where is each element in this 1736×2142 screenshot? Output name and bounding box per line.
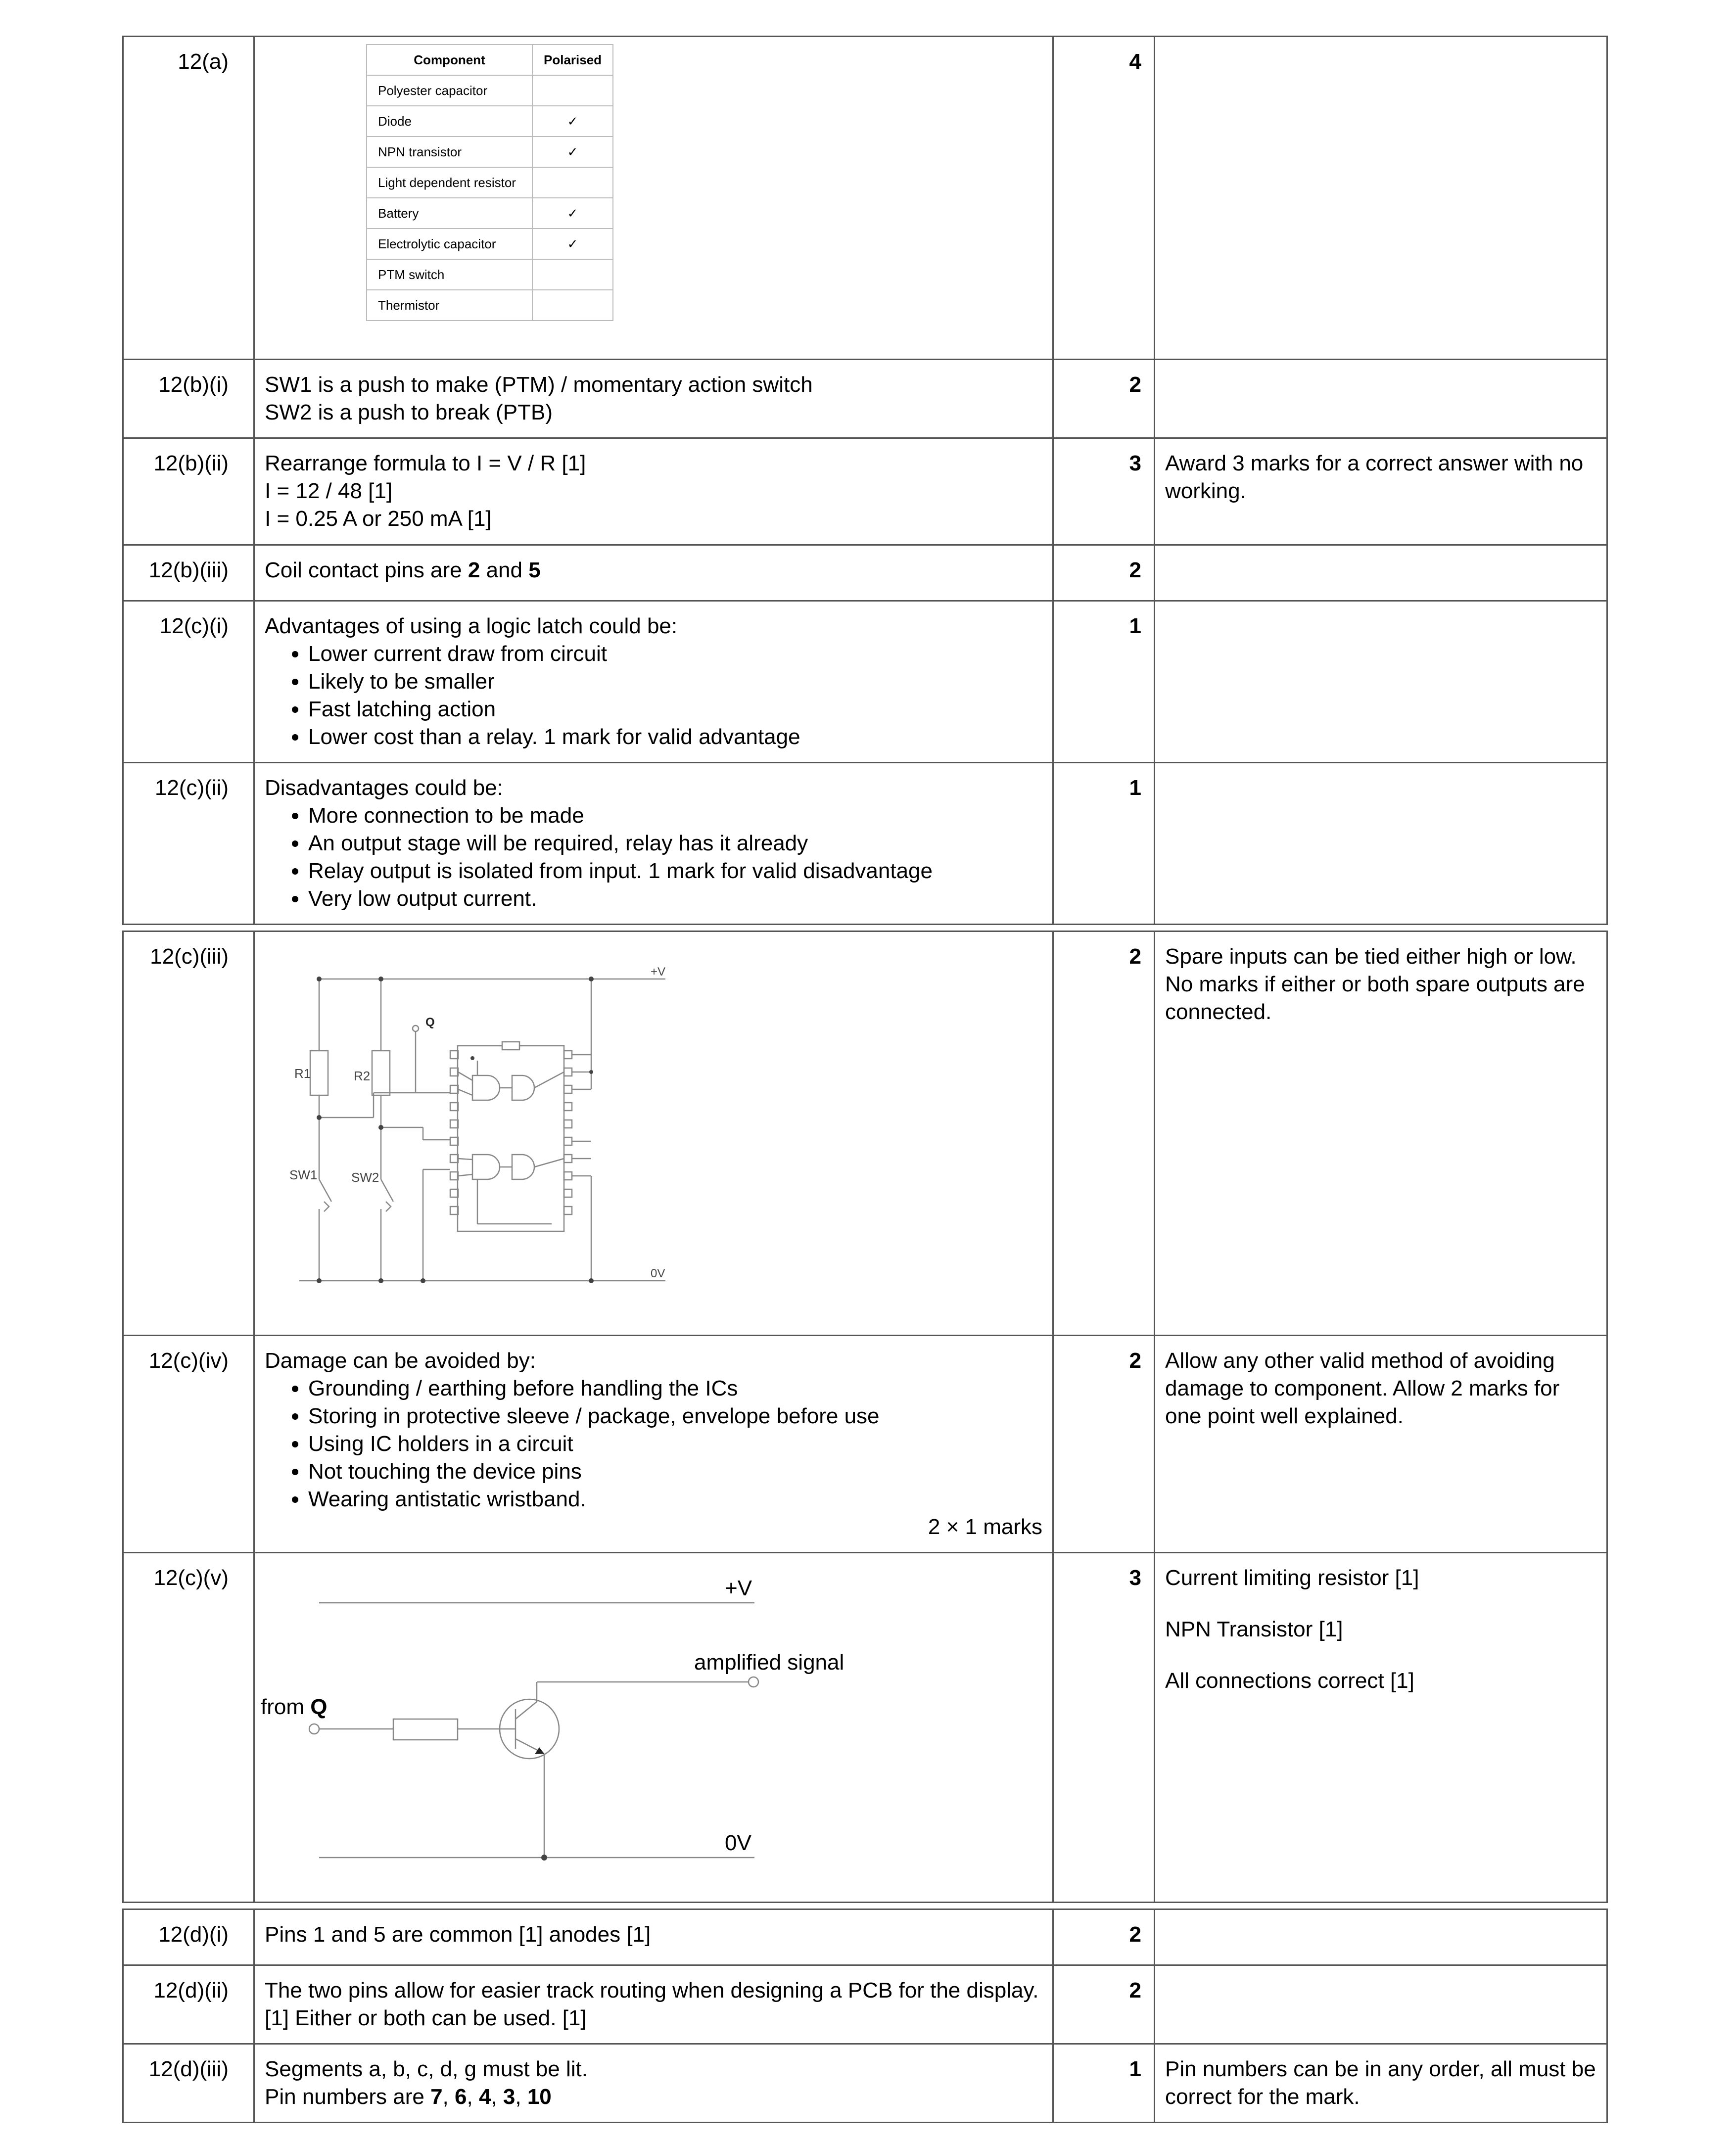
answer-text: and [480,558,529,582]
answer-line: Segments a, b, c, d, g must be lit. [265,2057,588,2081]
list-item: • An output stage will be required, relay has it already [308,830,1042,857]
output-terminal [749,1677,758,1687]
polarised-tick [532,167,613,198]
guidance-cell [1155,360,1607,438]
r1-label: R1 [294,1066,311,1081]
sw2-label: SW2 [351,1170,379,1185]
answer-cell [254,360,1053,438]
answer-text: Pins 1 and 5 are common [1] anodes [1] [254,1909,1053,1965]
guidance-cell [1155,763,1607,925]
pin-number: 5 [528,558,541,582]
component-name: PTM switch [367,259,532,290]
q-label: Q [425,1016,435,1029]
question-number: 12(c)(iv) [123,1336,254,1553]
row-12civ [123,1336,1607,1553]
component-name: Diode [367,106,532,137]
marks-note: 2 × 1 marks [928,1515,1042,1539]
component-row [367,259,613,290]
component-table [366,44,613,321]
zero-volt-label: 0V [725,1831,751,1855]
answer-intro: Disadvantages could be: [265,776,503,800]
row-12cii [123,763,1607,925]
r1-resistor [310,1051,328,1095]
from-text: from [261,1695,311,1719]
marks: 2 [1053,545,1155,601]
input-terminal [309,1724,319,1734]
pin-number: 2 [468,558,480,582]
answer-line: Rearrange formula to I = V / R [1] [265,451,586,475]
pin-number: 6 [455,2085,467,2109]
answer-intro: Damage can be avoided by: [265,1349,536,1373]
header-polarised: Polarised [532,45,613,75]
r2-label: R2 [354,1069,371,1083]
marks: 2 [1053,1336,1155,1553]
gap-cell [123,925,1607,931]
section-gap [123,925,1607,931]
list-item: • Using IC holders in a circuit [308,1430,1042,1458]
list-item: • Likely to be smaller [308,668,1042,696]
vplus-label: +V [725,1576,752,1600]
from-q-label [261,1695,327,1719]
polarised-tick [532,75,613,106]
component-row [367,198,613,229]
question-number: 12(c)(ii) [123,763,254,925]
component-row [367,290,613,321]
answer-cell [254,931,1053,1336]
pin-number: 10 [527,2085,552,2109]
answer-line: Pin numbers are 7, 6, 4, 3, 10 [265,2085,552,2109]
guidance-line: Current limiting resistor [1] [1165,1566,1419,1590]
row-12ci [123,601,1607,763]
gap-cell [123,1903,1607,1909]
component-row [367,137,613,167]
pin-number: 3 [503,2085,516,2109]
latch-circuit-diagram [255,932,1051,1328]
answer-line: SW1 is a push to make (PTM) / momentary action switch [265,373,813,397]
marks: 3 [1053,438,1155,545]
vplus-label: +V [651,965,666,978]
bullet-list [265,1375,1042,1513]
row-12cv [123,1553,1607,1903]
guidance-cell [1155,601,1607,763]
polarised-tick: ✓ [532,137,613,167]
answer-cell [254,438,1053,545]
component-table-header [367,45,613,75]
answer-intro: Advantages of using a logic latch could be: [265,614,678,638]
guidance-line: All connections correct [1] [1165,1669,1414,1693]
component-name: Battery [367,198,532,229]
answer-text: The two pins allow for easier track routing when designing a PCB for the display. [1] Either or both can be used. [1] [254,1965,1053,2044]
guidance-text: Pin numbers can be in any order, all must be correct for the mark. [1155,2044,1607,2123]
row-12a [123,37,1607,360]
question-number: 12(c)(v) [123,1553,254,1903]
list-item: • Grounding / earthing before handling the ICs [308,1375,1042,1402]
component-row [367,75,613,106]
polarised-tick: ✓ [532,229,613,259]
polarised-tick: ✓ [532,106,613,137]
list-item: • Fast latching action [308,696,1042,723]
guidance-cell [1155,1909,1607,1965]
component-name: NPN transistor [367,137,532,167]
answer-cell [254,37,1053,360]
q-text: Q [310,1695,328,1719]
marks: 1 [1053,2044,1155,2123]
question-number: 12(b)(iii) [123,545,254,601]
component-name: Thermistor [367,290,532,321]
amplified-signal-label: amplified signal [694,1650,845,1675]
zero-volt-label: 0V [651,1267,665,1280]
guidance-line: NPN Transistor [1] [1165,1617,1343,1641]
component-name: Polyester capacitor [367,75,532,106]
component-row [367,229,613,259]
row-12ciii [123,931,1607,1336]
marks: 1 [1053,601,1155,763]
sw1-label: SW1 [289,1167,318,1182]
list-item: • Lower current draw from circuit [308,640,1042,668]
answer-cell [254,545,1053,601]
answer-line: I = 12 / 48 [1] [265,479,393,503]
answer-line: I = 0.25 A or 250 mA [1] [265,507,492,531]
answer-cell [254,1336,1053,1553]
list-item: • Storing in protective sleeve / package, envelope before use [308,1402,1042,1430]
section-gap [123,1903,1607,1909]
question-number: 12(d)(iii) [123,2044,254,2123]
mark-scheme-table [122,36,1608,2123]
row-12bii [123,438,1607,545]
polarised-tick: ✓ [532,198,613,229]
answer-text: Pin numbers are [265,2085,431,2109]
polarised-tick [532,259,613,290]
question-number: 12(b)(i) [123,360,254,438]
answer-cell [254,2044,1053,2123]
answer-cell [254,763,1053,925]
q-output-terminal [413,1025,419,1031]
bullet-list [265,640,1042,751]
component-row [367,167,613,198]
list-item: • Not touching the device pins [308,1458,1042,1486]
answer-cell [254,1553,1053,1903]
transistor-output-diagram [255,1553,1051,1895]
question-number: 12(c)(iii) [123,931,254,1336]
answer-cell [254,601,1053,763]
guidance-cell [1155,1553,1607,1903]
logic-ic [458,1046,564,1231]
row-12bi [123,360,1607,438]
list-item: • Wearing antistatic wristband. [308,1486,1042,1513]
marks: 2 [1053,1909,1155,1965]
component-name: Light dependent resistor [367,167,532,198]
bullet-list [265,802,1042,913]
answer-text: Coil contact pins are [265,558,468,582]
polarised-tick [532,290,613,321]
question-number: 12(d)(i) [123,1909,254,1965]
pin-number: 4 [478,2085,491,2109]
question-number: 12(b)(ii) [123,438,254,545]
list-item: • Lower cost than a relay. 1 mark for valid advantage [308,723,1042,751]
header-component: Component [367,45,532,75]
list-item: • Very low output current. [308,885,1042,913]
question-number: 12(c)(i) [123,601,254,763]
guidance-cell [1155,37,1607,360]
guidance-cell [1155,1965,1607,2044]
row-12diii [123,2044,1607,2123]
marks: 2 [1053,360,1155,438]
marks: 1 [1053,763,1155,925]
marks: 2 [1053,931,1155,1336]
row-12di [123,1909,1607,1965]
pin-number: 7 [430,2085,443,2109]
component-row [367,106,613,137]
list-item: • More connection to be made [308,802,1042,830]
answer-line: SW2 is a push to break (PTB) [265,400,553,424]
list-item: • Relay output is isolated from input. 1 mark for valid disadvantage [308,857,1042,885]
row-12dii [123,1965,1607,2044]
row-12biii [123,545,1607,601]
current-limiting-resistor [393,1719,458,1740]
guidance-text: Award 3 marks for a correct answer with no working. [1155,438,1607,545]
r2-resistor [372,1051,390,1095]
marks: 3 [1053,1553,1155,1903]
guidance-text: Allow any other valid method of avoiding damage to component. Allow 2 marks for one point well explained. [1155,1336,1607,1553]
question-number: 12(a) [123,37,254,360]
marks: 2 [1053,1965,1155,2044]
component-name: Electrolytic capacitor [367,229,532,259]
marks: 4 [1053,37,1155,360]
question-number: 12(d)(ii) [123,1965,254,2044]
guidance-text: Spare inputs can be tied either high or low. No marks if either or both spare outputs are connected. [1155,931,1607,1336]
guidance-cell [1155,545,1607,601]
